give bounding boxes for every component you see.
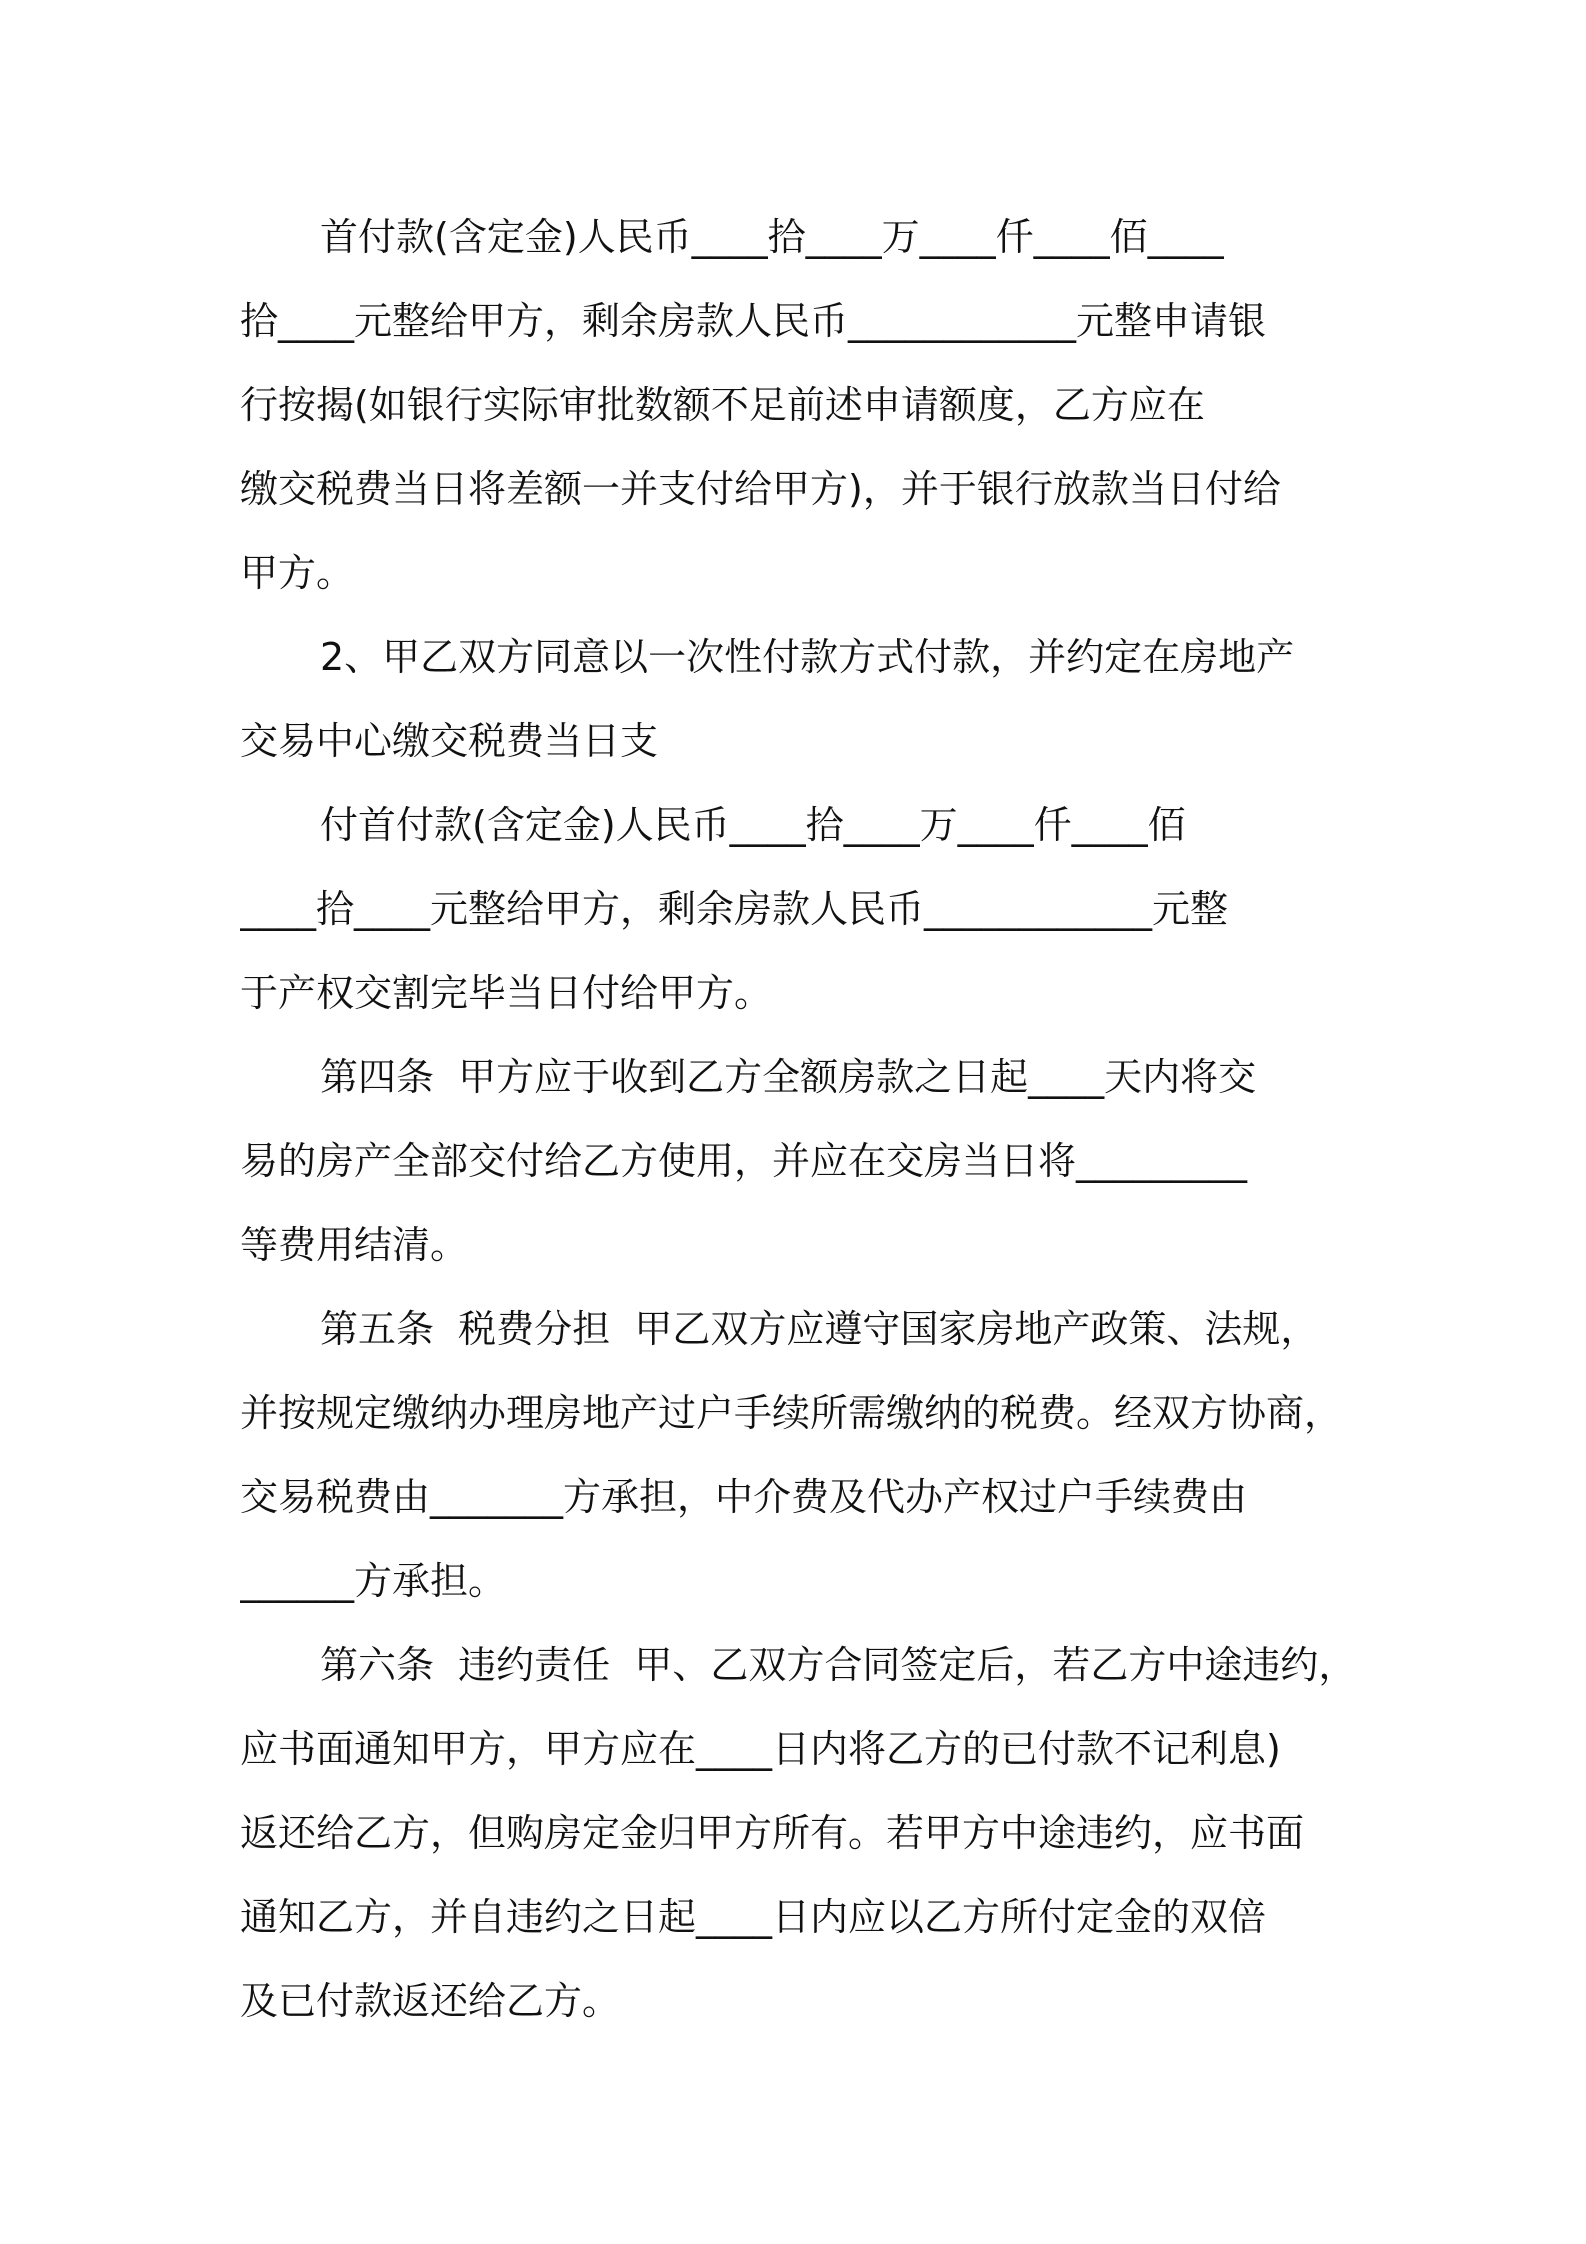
text-line: ____拾____元整给甲方，剩余房款人民币____________元整 xyxy=(240,887,1229,931)
text-line: 于产权交割完毕当日付给甲方。 xyxy=(240,971,773,1015)
text-line: 付首付款(含定金)人民币____拾____万____仟____佰 xyxy=(320,803,1186,847)
text-line: 交易中心缴交税费当日支 xyxy=(240,719,659,763)
text-line: 易的房产全部交付给乙方使用，并应在交房当日将_________ xyxy=(240,1139,1248,1183)
text-line: ______方承担。 xyxy=(240,1559,507,1603)
text-line: 返还给乙方，但购房定金归甲方所有。若甲方中途违约，应书面 xyxy=(240,1811,1305,1855)
text-line: 等费用结清。 xyxy=(240,1223,469,1267)
text-line: 第六条 违约责任 甲、乙双方合同签定后，若乙方中途违约， xyxy=(320,1643,1357,1687)
text-line: 拾____元整给甲方，剩余房款人民币____________元整申请银 xyxy=(240,299,1267,343)
text-line: 行按揭(如银行实际审批数额不足前述申请额度，乙方应在 xyxy=(240,383,1205,427)
text-line: 2、甲乙双方同意以一次性付款方式付款，并约定在房地产 xyxy=(320,635,1295,679)
text-line: 甲方。 xyxy=(240,551,355,595)
text-line: 第五条 税费分担 甲乙双方应遵守国家房地产政策、法规， xyxy=(320,1307,1319,1351)
text-line: 及已付款返还给乙方。 xyxy=(240,1979,621,2023)
contract-body xyxy=(240,195,1360,2043)
text-line: 第四条 甲方应于收到乙方全额房款之日起____天内将交 xyxy=(320,1055,1257,1099)
text-line: 通知乙方，并自违约之日起____日内应以乙方所付定金的双倍 xyxy=(240,1895,1267,1939)
text-line: 应书面通知甲方，甲方应在____日内将乙方的已付款不记利息) xyxy=(240,1727,1281,1771)
text-line: 交易税费由_______方承担，中介费及代办产权过户手续费由 xyxy=(240,1475,1248,1519)
text-line: 缴交税费当日将差额一并支付给甲方)，并于银行放款当日付给 xyxy=(240,467,1281,511)
text-line: 并按规定缴纳办理房地产过户手续所需缴纳的税费。经双方协商， xyxy=(240,1391,1343,1435)
text-line: 首付款(含定金)人民币____拾____万____仟____佰____ xyxy=(320,215,1224,259)
